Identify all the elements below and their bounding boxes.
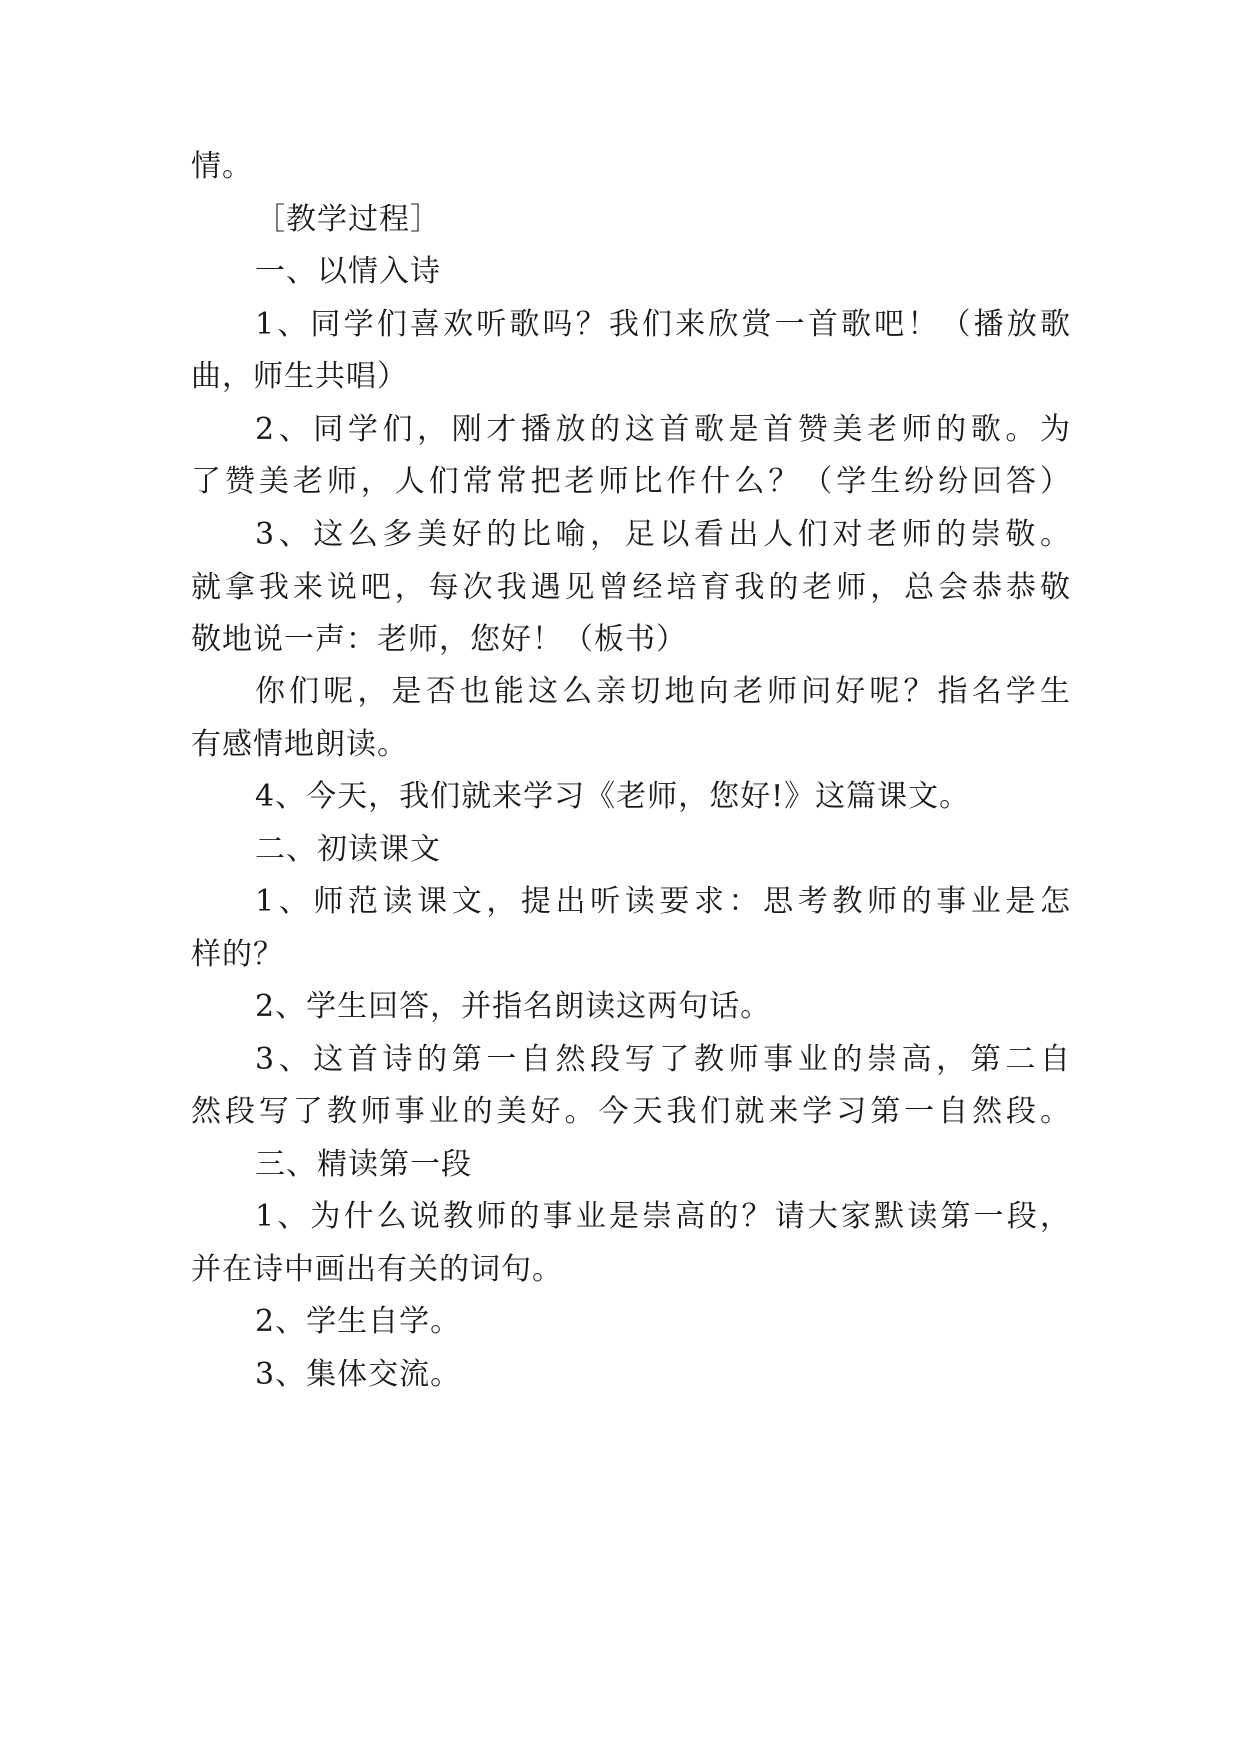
- text-line: 并在诗中画出有关的词句。: [191, 1252, 563, 1287]
- text-line: 曲，师生共唱）: [191, 359, 408, 394]
- text-line: 样的？: [191, 937, 284, 972]
- text-line: 有感情地朗读。: [191, 727, 408, 762]
- text-line: 2、学生回答，并指名朗读这两句话。: [255, 989, 772, 1024]
- text-line: 敬地说一声：老师，您好！（板书）: [191, 622, 687, 657]
- text-line: 情。: [191, 149, 253, 184]
- text-line: 你们呢，是否也能这么亲切地向老师问好呢？指名学生: [255, 674, 1071, 709]
- text-line: 3、集体交流。: [255, 1357, 462, 1392]
- text-line: 1、师范读课文，提出听读要求：思考教师的事业是怎: [255, 884, 1071, 919]
- text-line: 1、为什么说教师的事业是崇高的？请大家默读第一段，: [255, 1199, 1071, 1234]
- text-line: 1、同学们喜欢听歌吗？我们来欣赏一首歌吧！（播放歌: [255, 307, 1071, 342]
- text-line: 2、同学们，刚才播放的这首歌是首赞美老师的歌。为: [255, 412, 1071, 447]
- text-line: 4、今天，我们就来学习《老师，您好!》这篇课文。: [255, 779, 971, 814]
- text-line: 了赞美老师，人们常常把老师比作什么？（学生纷纷回答）: [191, 464, 1071, 499]
- text-line: 3、这么多美好的比喻，足以看出人们对老师的崇敬。: [255, 517, 1071, 552]
- section-heading: 三、精读第一段: [255, 1147, 472, 1182]
- section-heading: 二、初读课文: [255, 832, 441, 867]
- section-heading: 一、以情入诗: [255, 254, 441, 289]
- text-line: 然段写了教师事业的美好。今天我们就来学习第一自然段。: [191, 1094, 1071, 1129]
- text-line: 3、这首诗的第一自然段写了教师事业的崇高，第二自: [255, 1042, 1071, 1077]
- text-line: 就拿我来说吧，每次我遇见曾经培育我的老师，总会恭恭敬: [191, 570, 1071, 605]
- text-line: 2、学生自学。: [255, 1304, 462, 1339]
- section-heading: ［教学过程］: [255, 202, 441, 237]
